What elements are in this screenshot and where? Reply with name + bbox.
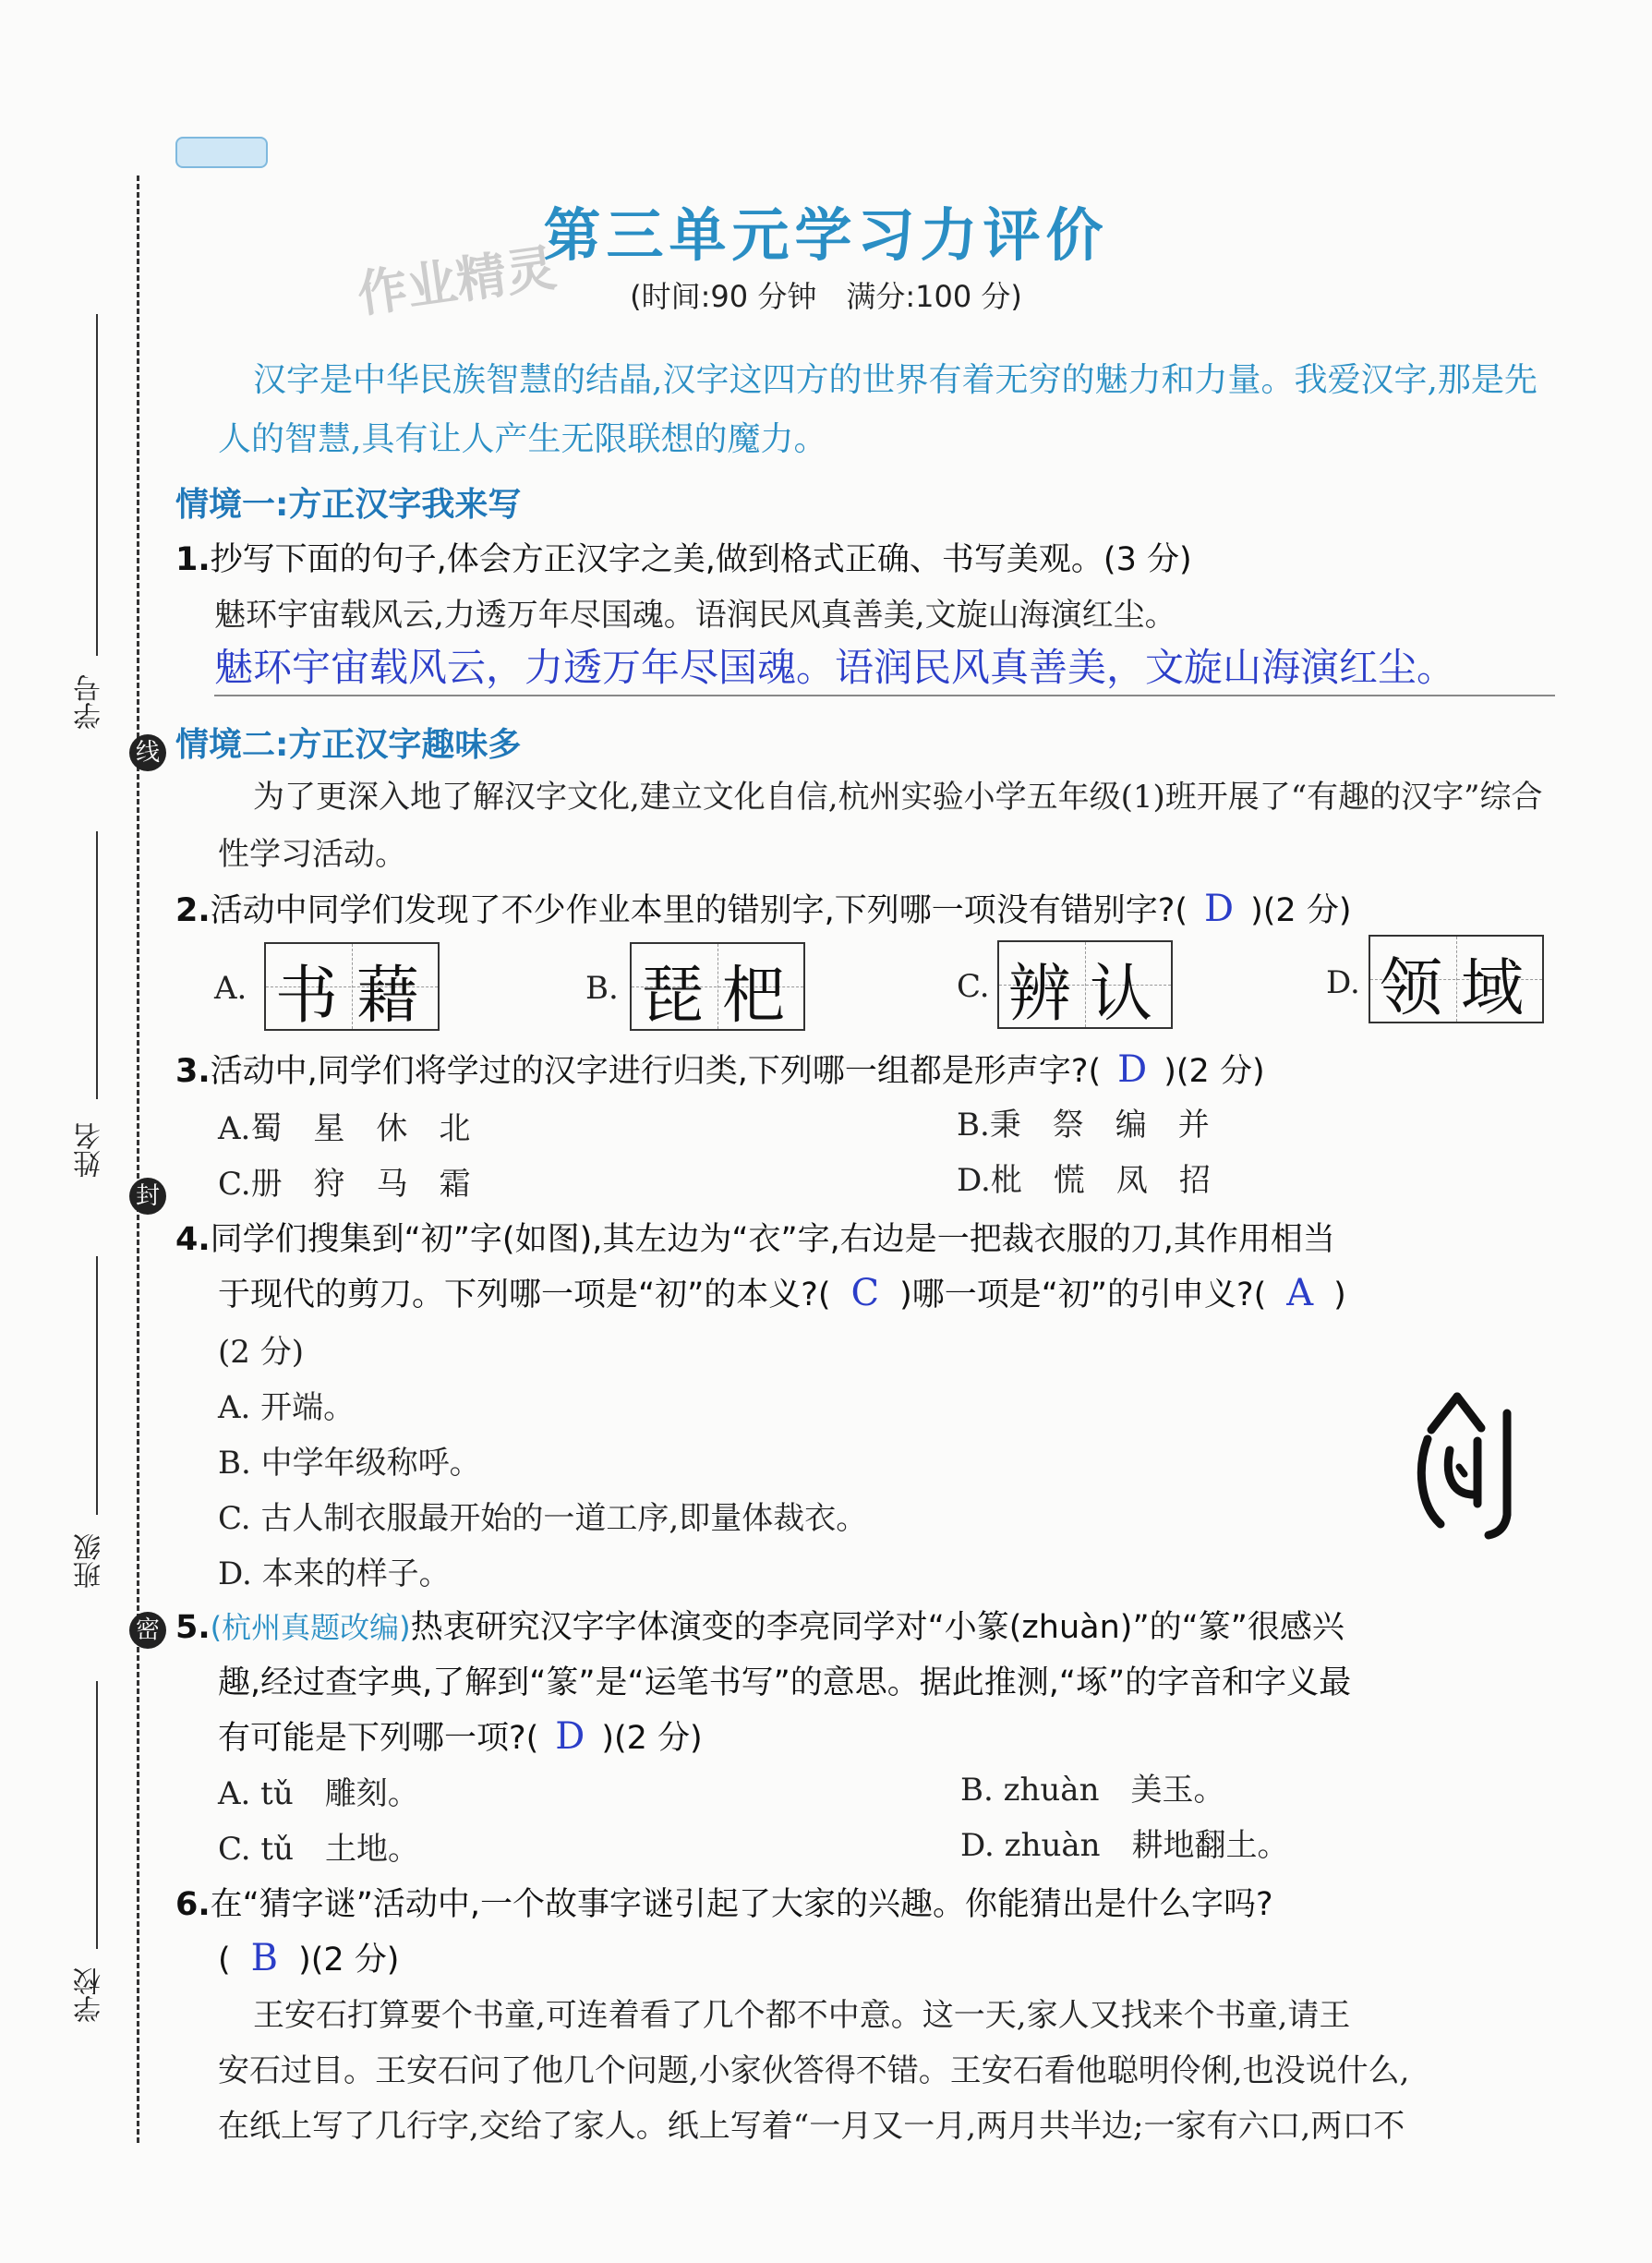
question-stem: 在“猜字谜”活动中,一个故事字谜引起了大家的兴趣。你能猜出是什么字吗?: [210, 1886, 1273, 1923]
q5-option-a: A. tǔ 雕刻。: [218, 1775, 419, 1812]
question-1: [175, 534, 1192, 580]
question-5-line1: [175, 1602, 1345, 1648]
q2-option-d-box: [1369, 935, 1544, 1023]
question-2: [175, 885, 1351, 931]
q6-open: (: [218, 1942, 231, 1979]
student-id-line: [96, 314, 98, 656]
section-1-title: 情境一:方正汉字我来写: [175, 486, 522, 524]
seal-char-secret: 密: [129, 1612, 166, 1649]
q4-text-c: ): [1333, 1277, 1346, 1313]
q4-option-b: B. 中学年级称呼。: [218, 1445, 481, 1482]
question-5-line3: [218, 1712, 703, 1759]
question-score: )(2 分): [1250, 892, 1352, 929]
answer-q6: B: [250, 1937, 279, 1979]
question-stem: 抄写下面的句子,体会方正汉字之美,做到格式正确、书写美观。(3 分): [210, 541, 1192, 578]
q2-option-a-label: A.: [214, 970, 247, 1007]
school-line: [96, 1681, 98, 1949]
question-stem: 活动中,同学们将学过的汉字进行归类,下列哪一组都是形声字?(: [210, 1053, 1102, 1090]
question-4-line2: [218, 1269, 1346, 1315]
q2-option-b-box: [630, 942, 805, 1031]
binding-label-student-id: 学号: [74, 674, 106, 730]
question-stem: 活动中同学们发现了不少作业本里的错别字,下列哪一项没有错别字?(: [210, 892, 1188, 929]
q5-option-d: D. zhuàn 耕地翻土。: [960, 1827, 1289, 1864]
question-5-line2: 趣,经过查字典,了解到“篆”是“运笔书写”的意思。据此推测,“㙇”的字音和字义最: [218, 1664, 1352, 1701]
question-number: 3.: [175, 1053, 211, 1090]
q2-option-c-char1: 辨: [1008, 958, 1072, 1031]
watermark: 作业精灵: [354, 238, 560, 324]
q4-option-c: C. 古人制衣服最开始的一道工序,即量体裁衣。: [218, 1500, 868, 1537]
section-2-lead: 为了更深入地了解汉字文化,建立文化自信,杭州实验小学五年级(1)班开展了“有趣的汉字”综合性学习活动。: [218, 779, 1543, 873]
answer-q2: D: [1204, 888, 1235, 930]
question-6-line1: [175, 1879, 1273, 1925]
copy-source-text: 魅环宇宙载风云,力透万年尽国魂。语润民风真善美,文旋山海演红尘。: [214, 597, 1176, 634]
question-source: (杭州真题改编): [210, 1610, 411, 1645]
question-score: )(2 分): [1164, 1053, 1265, 1090]
question-stem: 同学们搜集到“初”字(如图),其左边为“衣”字,右边是一把裁衣服的刀,其作用相当: [210, 1221, 1335, 1258]
answer-q3: D: [1117, 1048, 1148, 1091]
question-number: 1.: [175, 541, 211, 578]
question-number: 5.: [175, 1609, 211, 1646]
q5-option-c: C. tǔ 土地。: [218, 1831, 419, 1868]
binding-label-name: 姓名: [74, 1122, 106, 1178]
q2-option-a-char2: 藉: [356, 960, 420, 1033]
answer-q4-original: C: [850, 1272, 880, 1314]
q3-option-d: D.枇 慌 凤 招: [957, 1162, 1211, 1199]
q3-option-c: C.册 狩 马 霜: [218, 1166, 471, 1203]
q5-text-a: 有可能是下列哪一项?(: [218, 1720, 539, 1757]
binding-label-class: 班级: [74, 1533, 106, 1589]
q2-option-a-char1: 书: [275, 960, 339, 1033]
q2-option-b-char2: 杷: [722, 960, 786, 1033]
section-2-title: 情境二:方正汉字趣味多: [175, 726, 522, 764]
name-line: [96, 831, 98, 1099]
q2-option-c-char2: 认: [1090, 958, 1153, 1031]
copy-answer-text: 魅环宇宙载风云，力透万年尽国魂。语润民风真善美，文旋山海演红尘。: [214, 645, 1456, 690]
answer-q4-extended: A: [1286, 1272, 1314, 1314]
question-number: 6.: [175, 1886, 211, 1923]
question-score: )(2 分): [601, 1720, 703, 1757]
q3-option-b: B.秉 祭 编 并: [957, 1107, 1210, 1144]
question-3: [175, 1046, 1265, 1092]
page-subtitle: (时间:90 分钟 满分:100 分): [630, 279, 1022, 314]
q2-option-b-label: B.: [585, 970, 619, 1007]
q2-option-d-char2: 域: [1461, 952, 1525, 1025]
question-number: 4.: [175, 1221, 211, 1258]
q4-option-d: D. 本来的样子。: [218, 1555, 451, 1592]
ancient-chu-glyph-figure: [1404, 1386, 1533, 1543]
q3-option-a: A.蜀 星 休 北: [218, 1110, 471, 1147]
logo-icon: [175, 137, 268, 168]
page-title: 第三单元学习力评价: [543, 201, 1109, 269]
seal-char-seal: 封: [129, 1178, 166, 1215]
binding-label-school: 学校: [74, 1967, 106, 2023]
q4-text-b: )哪一项是“初”的引申义?(: [899, 1277, 1267, 1313]
writing-line: [214, 695, 1555, 696]
q2-option-b-char1: 琵: [641, 960, 705, 1033]
q5-option-b: B. zhuàn 美玉。: [960, 1772, 1225, 1809]
q2-option-c-label: C.: [957, 968, 990, 1005]
q6-story-line1: 王安石打算要个书童,可连着看了几个都不中意。这一天,家人又找来个书童,请王: [253, 1997, 1351, 2034]
q6-story-line3: 在纸上写了几行字,交给了家人。纸上写着“一月又一月,两月共半边;一家有六口,两口不: [218, 2108, 1405, 2145]
q2-option-a-box: [264, 942, 440, 1031]
class-line: [96, 1256, 98, 1515]
question-score: )(2 分): [298, 1942, 400, 1979]
intro-paragraph: 汉字是中华民族智慧的结晶,汉字这四方的世界有着无穷的魅力和力量。我爱汉字,那是先人的智慧,具有让人产生无限联想的魔力。: [218, 361, 1537, 458]
q2-option-c-box: [997, 940, 1173, 1029]
question-4-score: (2 分): [218, 1334, 304, 1371]
q6-story-line2: 安石过目。王安石问了他几个问题,小家伙答得不错。王安石看他聪明伶俐,也没说什么,: [218, 2052, 1410, 2089]
answer-q5: D: [555, 1715, 585, 1758]
binding-dashed-line: [137, 175, 139, 2143]
question-stem: 热衷研究汉字字体演变的李亮同学对“小篆(zhuàn)”的“篆”很感兴: [410, 1609, 1345, 1646]
q2-option-d-char1: 领: [1380, 952, 1443, 1025]
question-number: 2.: [175, 892, 211, 929]
q4-option-a: A. 开端。: [218, 1389, 356, 1426]
q2-option-d-label: D.: [1326, 964, 1360, 1001]
seal-char-line: 线: [129, 734, 166, 771]
question-4-line1: [175, 1214, 1335, 1260]
question-6-line2: [218, 1934, 399, 1980]
q4-text-a: 于现代的剪刀。下列哪一项是“初”的本义?(: [218, 1277, 831, 1313]
